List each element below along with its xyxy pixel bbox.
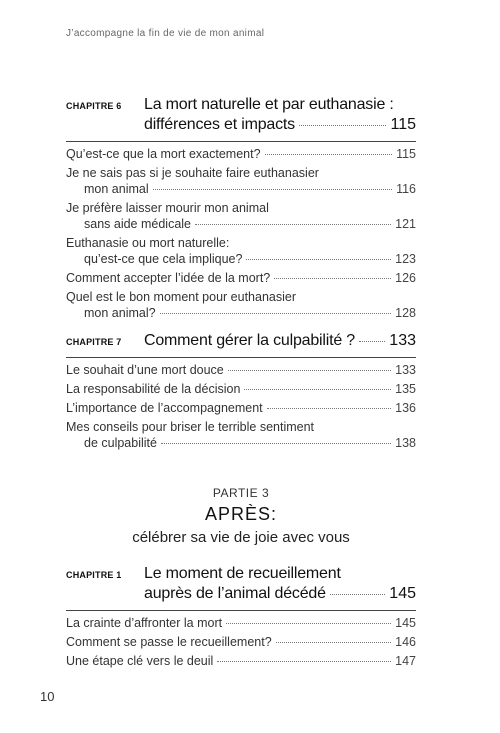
toc-entry-line: [66, 653, 416, 669]
toc-entry-line: [66, 165, 416, 181]
chapter-title-line: [144, 331, 416, 351]
dot-leader: [359, 341, 385, 342]
toc-entry-line: [66, 615, 416, 631]
dot-leader: [161, 443, 391, 444]
part-title: APRÈS:: [204, 504, 278, 524]
part-label: PARTIE 3: [212, 486, 270, 500]
toc-entry-text: La responsabilité de la décision: [66, 382, 241, 396]
toc-entry: [66, 400, 416, 416]
toc-entry-page: 147: [395, 654, 416, 668]
dot-leader: [217, 661, 391, 662]
dot-leader: [274, 278, 391, 279]
chapter-title-line: [144, 584, 416, 604]
toc-entry-page: 121: [395, 217, 416, 231]
dot-leader: [246, 259, 391, 260]
dot-leader: [195, 224, 391, 225]
toc-entry: [66, 634, 416, 650]
divider: [66, 141, 416, 142]
dot-leader: [244, 389, 391, 390]
part-subtitle: célébrer sa vie de joie avec vous: [132, 529, 350, 546]
toc-entry: [66, 653, 416, 669]
chapter-title: [144, 95, 416, 135]
toc-entry-page: 116: [396, 182, 416, 196]
dot-leader: [276, 642, 391, 643]
toc-entry: [66, 362, 416, 378]
toc-entry: [66, 165, 416, 197]
toc-entry-line: [66, 305, 416, 321]
dot-leader: [299, 125, 387, 126]
dot-leader: [228, 370, 391, 371]
part-3-heading: [66, 486, 416, 546]
toc-entry-text: Je ne sais pas si je souhaite faire euthanasier: [66, 166, 319, 180]
chapter-1-section: [66, 564, 416, 669]
toc-entry-line: [66, 400, 416, 416]
dot-leader: [265, 154, 393, 155]
toc-entry: [66, 419, 416, 451]
page-number: 10: [40, 689, 55, 704]
toc-entry-text: L’importance de l’accompagnement: [66, 401, 263, 415]
toc-entry-text: Comment se passe le recueillement?: [66, 635, 272, 649]
toc-entry-text: Quel est le bon moment pour euthanasier: [66, 290, 296, 304]
toc-entry-text: Je préfère laisser mourir mon animal: [66, 201, 269, 215]
chapter-7-section: [66, 331, 416, 451]
toc-entry-line: [66, 216, 416, 232]
toc-entry-line: [66, 235, 416, 251]
chapter-title-line: Le moment de recueillement: [144, 565, 341, 582]
chapter-title: [144, 564, 416, 604]
toc-entry: [66, 381, 416, 397]
dot-leader: [330, 594, 386, 595]
toc-entry-line: [66, 200, 416, 216]
chapter-7-heading: [66, 331, 416, 351]
toc-entry-text: de culpabilité: [84, 436, 157, 450]
dot-leader: [226, 623, 391, 624]
toc-entry-text: Mes conseils pour briser le terrible sentiment: [66, 420, 315, 434]
chapter-6-heading: [66, 95, 416, 135]
toc-entry-text: mon animal?: [84, 306, 156, 320]
running-head: J’accompagne la fin de vie de mon animal: [66, 28, 265, 39]
chapter-title-line: La mort naturelle et par euthanasie :: [144, 96, 394, 113]
toc-entry-line: [66, 146, 416, 162]
entry-list: [66, 362, 416, 451]
toc-entry-text: Comment accepter l’idée de la mort?: [66, 271, 271, 285]
toc-entry-text: Euthanasie ou mort naturelle:: [66, 236, 230, 250]
divider: [66, 610, 416, 611]
chapter-6-section: [66, 95, 416, 321]
chapter-page: 133: [389, 332, 416, 349]
toc-entry-line: [66, 270, 416, 286]
toc-entry-page: 126: [395, 271, 416, 285]
toc-entry: [66, 615, 416, 631]
toc-entry-page: 135: [395, 382, 416, 396]
toc-entry-text: Une étape clé vers le deuil: [66, 654, 214, 668]
chapter-label: CHAPITRE 1: [66, 570, 122, 580]
toc-entry-text: Le souhait d’une mort douce: [66, 363, 224, 377]
toc-entry-page: 136: [395, 401, 416, 415]
toc-entry-line: [66, 251, 416, 267]
toc-entry-text: La crainte d’affronter la mort: [66, 616, 223, 630]
entry-list: [66, 146, 416, 321]
chapter-label: CHAPITRE 6: [66, 101, 122, 111]
toc-entry: [66, 289, 416, 321]
chapter-1-heading: [66, 564, 416, 604]
toc-entry-line: [66, 181, 416, 197]
toc-entry-text: Qu’est-ce que la mort exactement?: [66, 147, 261, 161]
toc-entry-page: 146: [395, 635, 416, 649]
toc-entry-line: [66, 362, 416, 378]
toc-entry-page: 138: [395, 436, 416, 450]
toc-entry-line: [66, 634, 416, 650]
entry-list: [66, 615, 416, 669]
dot-leader: [153, 189, 392, 190]
toc-entry-page: 123: [395, 252, 416, 266]
toc-entry-text: sans aide médicale: [84, 217, 192, 231]
toc-entry-page: 115: [396, 147, 416, 161]
chapter-title-text: Comment gérer la culpabilité ?: [144, 332, 355, 349]
chapter-title-text: auprès de l’animal décédé: [144, 585, 326, 602]
chapter-page: 145: [389, 585, 416, 602]
toc-entry: [66, 146, 416, 162]
toc-entry: [66, 270, 416, 286]
dot-leader: [160, 313, 392, 314]
dot-leader: [267, 408, 391, 409]
toc-entry-line: [66, 419, 416, 435]
chapter-title-text: différences et impacts: [144, 116, 295, 133]
toc-entry-line: [66, 435, 416, 451]
toc-entry-page: 133: [395, 363, 416, 377]
toc-entry: [66, 200, 416, 232]
chapter-title-line: [144, 115, 416, 135]
toc-entry-text: mon animal: [84, 182, 149, 196]
toc-entry-text: qu’est-ce que cela implique?: [84, 252, 243, 266]
toc-entry-line: [66, 381, 416, 397]
toc-entry-page: 128: [395, 306, 416, 320]
toc-entry: [66, 235, 416, 267]
chapter-page: 115: [390, 116, 416, 133]
divider: [66, 357, 416, 358]
chapter-label: CHAPITRE 7: [66, 337, 122, 347]
toc-entry-line: [66, 289, 416, 305]
toc-entry-page: 145: [395, 616, 416, 630]
